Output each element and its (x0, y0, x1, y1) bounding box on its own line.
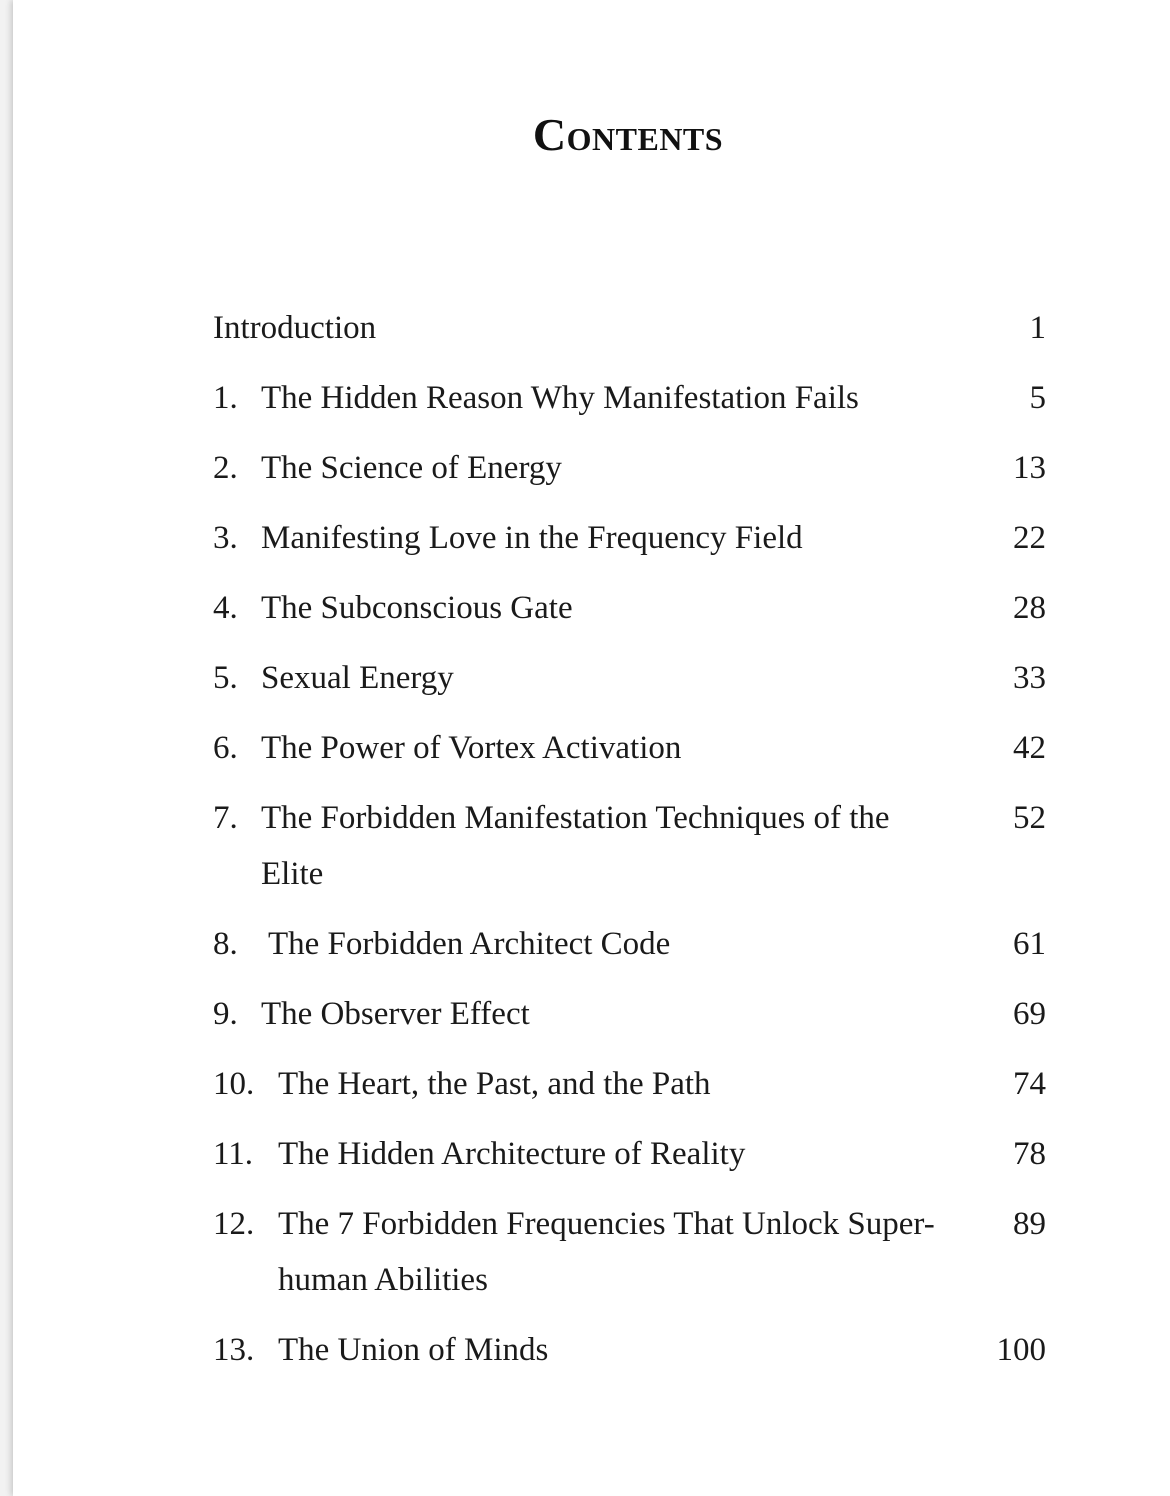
toc-entry-number: 7. (213, 800, 238, 836)
toc-entry-1 (213, 370, 1046, 426)
toc-entry-page: 5 (1029, 380, 1046, 416)
toc-entry-title: The Forbidden Architect Code (268, 926, 671, 962)
toc-entry-number: 10. (213, 1066, 255, 1102)
toc-entry-12 (213, 1196, 1046, 1308)
toc-entry-title: The Forbidden Manifestation Techniques of the Elite (261, 800, 890, 892)
toc-entry-number: 4. (213, 590, 238, 626)
toc-entry-title: Introduction (213, 310, 377, 346)
toc-entry-number: 9. (213, 996, 238, 1032)
toc-entry-number: 3. (213, 520, 238, 556)
toc-entry-title: The 7 Forbidden Frequencies That Unlock Super-human Abilities (278, 1206, 935, 1298)
page-title: Contents (532, 109, 724, 160)
toc-entry-title: The Heart, the Past, and the Path (278, 1066, 711, 1102)
toc-entry-2 (213, 440, 1046, 496)
toc-entry-6 (213, 720, 1046, 776)
toc-entry-4 (213, 580, 1046, 636)
toc-entry-title: The Subconscious Gate (261, 590, 573, 626)
toc-entry-number: 1. (213, 380, 238, 416)
toc-entry-title: Sexual Energy (261, 660, 454, 696)
toc-entry-page: 42 (1013, 730, 1046, 766)
toc-entry-title: The Observer Effect (261, 996, 530, 1032)
toc-entry-page: 74 (1013, 1066, 1046, 1102)
toc-entry-page: 33 (1013, 660, 1046, 696)
toc-entry-page: 61 (1013, 926, 1046, 962)
toc-entry-page: 22 (1013, 520, 1046, 556)
toc-entry-number: 6. (213, 730, 238, 766)
toc-entry-page: 100 (996, 1332, 1046, 1368)
toc-entry-introduction (213, 300, 1046, 356)
toc-entry-page: 13 (1013, 450, 1046, 486)
toc-entry-title: The Hidden Reason Why Manifestation Fails (261, 380, 859, 416)
toc-entry-11 (213, 1126, 1046, 1182)
toc-entry-number: 8. (213, 926, 238, 962)
toc-entry-5 (213, 650, 1046, 706)
toc-entry-title: Manifesting Love in the Frequency Field (261, 520, 803, 556)
toc-entry-page: 28 (1013, 590, 1046, 626)
document-page (13, 0, 1170, 1496)
toc-entry-page: 69 (1013, 996, 1046, 1032)
toc-entry-10 (213, 1056, 1046, 1112)
toc-entry-title: The Science of Energy (261, 450, 562, 486)
toc-entry-title: The Union of Minds (278, 1332, 549, 1368)
toc-entry-number: 11. (213, 1136, 254, 1172)
toc-entry-page: 89 (1013, 1206, 1046, 1242)
toc-entry-9 (213, 986, 1046, 1042)
toc-entry-page: 78 (1013, 1136, 1046, 1172)
toc-entry-13 (213, 1322, 1046, 1378)
toc-entry-number: 5. (213, 660, 238, 696)
toc-entry-page: 52 (1013, 800, 1046, 836)
toc-entry-title: The Hidden Architecture of Reality (278, 1136, 746, 1172)
toc-entry-7 (213, 790, 1046, 902)
toc-entry-number: 12. (213, 1206, 255, 1242)
toc-entry-number: 2. (213, 450, 238, 486)
toc-entry-number: 13. (213, 1332, 255, 1368)
table-of-contents (213, 300, 1046, 1392)
toc-entry-3 (213, 510, 1046, 566)
toc-entry-title: The Power of Vortex Activation (261, 730, 682, 766)
toc-entry-8 (213, 916, 1046, 972)
toc-entry-page: 1 (1029, 310, 1046, 346)
